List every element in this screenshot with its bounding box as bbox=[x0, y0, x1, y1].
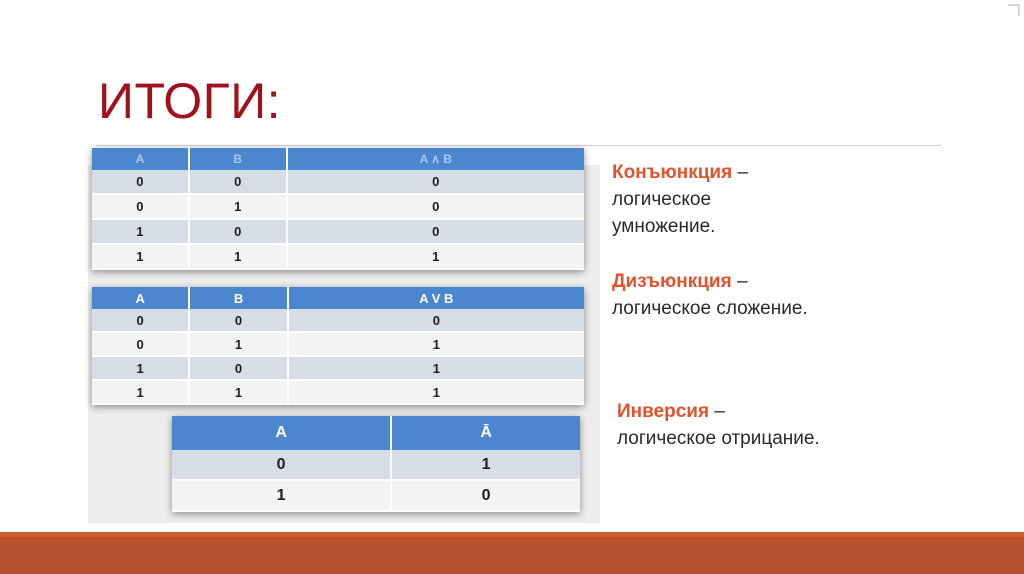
term-disjunction: Дизъюнкция bbox=[612, 271, 732, 292]
definition-line: логическое bbox=[612, 189, 712, 210]
table-cell: 1 bbox=[92, 357, 190, 381]
conjunction-definition bbox=[612, 159, 812, 240]
table-header-row bbox=[172, 416, 580, 450]
term-conjunction: Конъюнкция bbox=[612, 162, 733, 183]
term-dash: – bbox=[731, 271, 748, 292]
table-cell: 1 bbox=[289, 333, 584, 357]
table-cell: 1 bbox=[289, 357, 584, 381]
table-cell: 1 bbox=[288, 245, 584, 270]
table-cell: 0 bbox=[288, 220, 584, 245]
table-cell: 0 bbox=[289, 309, 584, 333]
disjunction-definition bbox=[612, 268, 912, 322]
inversion-truth-table bbox=[172, 416, 580, 512]
table-cell: 0 bbox=[92, 309, 190, 333]
term-dash: – bbox=[732, 162, 749, 183]
header-cell-a: A bbox=[92, 148, 190, 170]
table-row bbox=[92, 245, 584, 270]
inversion-definition bbox=[617, 398, 917, 452]
table-header-row bbox=[92, 148, 584, 170]
table-cell: 1 bbox=[190, 195, 288, 220]
definition-line: умножение. bbox=[612, 216, 716, 237]
footer-bar-highlight bbox=[0, 532, 1024, 537]
table-cell: 0 bbox=[92, 170, 190, 195]
table-cell: 1 bbox=[190, 245, 288, 270]
definition-line: логическое отрицание. bbox=[617, 428, 820, 449]
table-cell: 0 bbox=[92, 333, 190, 357]
term-inversion: Инверсия bbox=[617, 401, 710, 422]
table-cell: 1 bbox=[289, 381, 584, 405]
table-cell: 0 bbox=[172, 450, 392, 481]
table-cell: 0 bbox=[288, 170, 584, 195]
table-cell: 1 bbox=[190, 381, 288, 405]
table-cell: 1 bbox=[92, 245, 190, 270]
table-cell: 0 bbox=[392, 481, 580, 512]
table-header-row bbox=[92, 287, 584, 309]
header-cell-a: A bbox=[92, 287, 190, 309]
table-cell: 1 bbox=[92, 220, 190, 245]
table-cell: 1 bbox=[392, 450, 580, 481]
header-cell-result: A ∧ B bbox=[288, 148, 584, 170]
conjunction-truth-table bbox=[92, 148, 584, 270]
table-cell: 0 bbox=[190, 357, 288, 381]
header-cell-b: B bbox=[190, 148, 288, 170]
table-row bbox=[172, 450, 580, 481]
title-divider bbox=[96, 145, 941, 146]
corner-mark-icon bbox=[1008, 4, 1020, 16]
header-cell-b: B bbox=[190, 287, 288, 309]
header-cell-result: A V B bbox=[289, 287, 584, 309]
table-row bbox=[172, 481, 580, 512]
table-cell: 1 bbox=[92, 381, 190, 405]
table-row bbox=[92, 220, 584, 245]
footer-bar bbox=[0, 532, 1024, 574]
disjunction-truth-table bbox=[92, 287, 584, 405]
table-cell: 1 bbox=[190, 333, 288, 357]
header-cell-a: A bbox=[172, 416, 392, 450]
table-row bbox=[92, 381, 584, 405]
table-row bbox=[92, 170, 584, 195]
definition-line: логическое сложение. bbox=[612, 298, 808, 319]
table-cell: 0 bbox=[288, 195, 584, 220]
table-cell: 0 bbox=[190, 170, 288, 195]
table-row bbox=[92, 333, 584, 357]
table-cell: 0 bbox=[190, 220, 288, 245]
term-dash: – bbox=[709, 401, 725, 422]
table-row bbox=[92, 309, 584, 333]
table-cell: 0 bbox=[190, 309, 288, 333]
table-cell: 1 bbox=[172, 481, 392, 512]
table-row bbox=[92, 195, 584, 220]
table-cell: 0 bbox=[92, 195, 190, 220]
table-row bbox=[92, 357, 584, 381]
slide-title: ИТОГИ: bbox=[98, 73, 282, 129]
header-cell-not-a: Ā bbox=[392, 416, 580, 450]
